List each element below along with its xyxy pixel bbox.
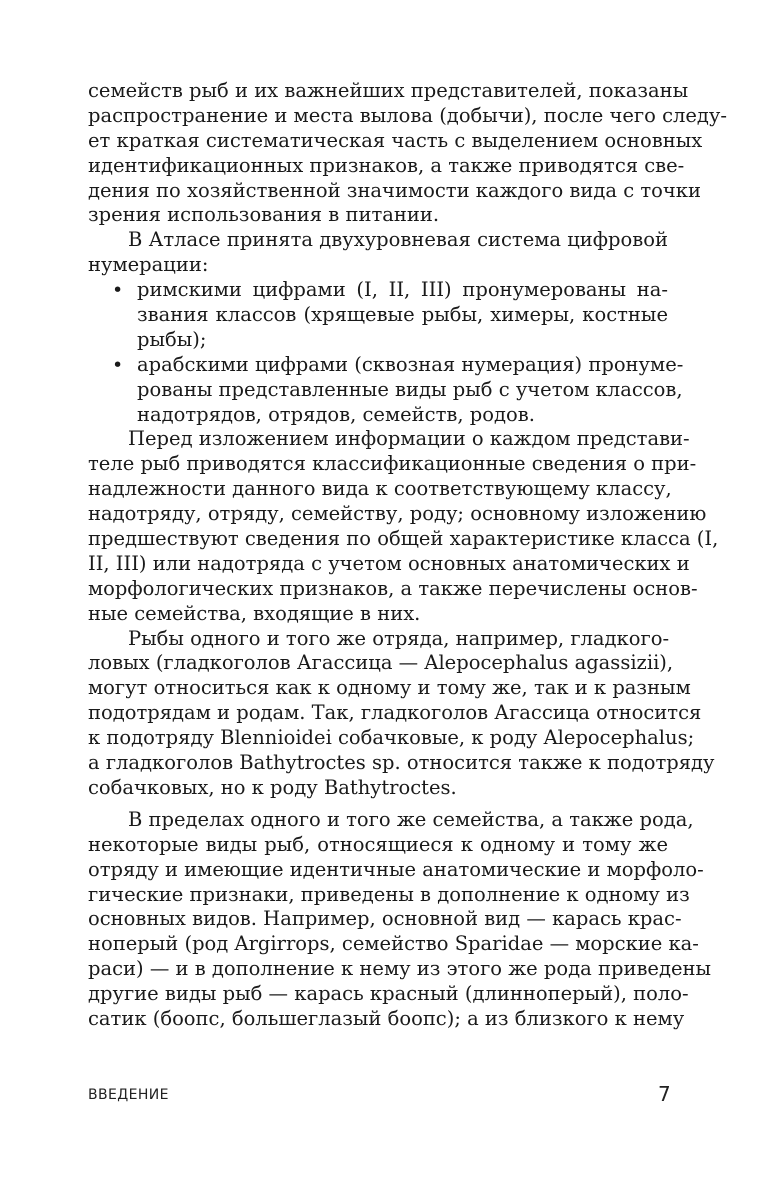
text-line: [88, 776, 668, 801]
text-line: [88, 502, 707, 527]
text-line: [88, 751, 715, 776]
bullet-icon: •: [112, 279, 124, 302]
text-line-content: некоторые виды рыб, относящиеся к одному и тому же: [88, 832, 668, 856]
text-line: [88, 352, 684, 378]
text-line: [88, 551, 690, 577]
text-line-content: ные семейства, входящие в них.: [88, 601, 421, 625]
text-line-content: зрения использования в питании.: [88, 203, 440, 227]
text-line: [88, 128, 703, 154]
text-line: [88, 857, 704, 883]
text-line-content: морфологических признаков, а также перечислены основ-: [88, 576, 698, 600]
text-line-content: а гладкоголов Bathytroctes sp. относится также к подотряду: [88, 751, 715, 775]
text-line: [88, 833, 668, 858]
text-line-content: надотряду, отряду, семейству, роду; основному изложению: [88, 502, 707, 526]
text-line-content: подотрядам и родам. Так, гладкоголов Агассица относится: [88, 701, 702, 725]
text-line: [88, 328, 668, 353]
text-line-content: звания классов (хрящевые рыбы, химеры, костные: [137, 303, 668, 327]
text-line-content: ловых (гладкоголов Агассица — Alepocephalus agassizii),: [88, 651, 674, 675]
text-line-content: II, III) или надотряда с учетом основных анатомических и: [88, 551, 690, 575]
text-line: [88, 79, 689, 104]
text-line: [88, 907, 682, 932]
text-line-content: идентификационных признаков, а также приводятся све-: [88, 153, 685, 177]
text-line-content: рыбы);: [137, 327, 207, 351]
text-line: [88, 178, 701, 204]
text-line: [88, 957, 712, 982]
text-line-content: римскими цифрами (I, II, III) пронумерованы на-: [137, 278, 668, 302]
paragraph-gap: [88, 801, 668, 808]
text-line-content: раси) — и в дополнение к нему из этого же рода приведены: [88, 957, 712, 981]
text-line-content: Перед изложением информации о каждом представи-: [128, 427, 690, 451]
text-line: [88, 602, 668, 627]
text-line-content: сатик (боопс, большеглазый боопс); а из близкого к нему: [88, 1006, 685, 1030]
body-text: [88, 79, 727, 1032]
text-line-content: распространение и места вылова (добычи), после чего следу-: [88, 103, 727, 127]
running-footer-section: ВВЕДЕНИЕ: [88, 1087, 169, 1103]
text-line: [88, 427, 690, 452]
text-line: [88, 576, 698, 602]
text-line: [88, 477, 672, 502]
text-line-content: могут относиться как к одному и тому же, так и к разным: [88, 676, 691, 700]
text-line: [88, 807, 694, 833]
text-line: [88, 1006, 685, 1032]
page-number: 7: [658, 1082, 671, 1106]
text-line: [88, 403, 668, 428]
text-line: [88, 701, 702, 726]
text-line: [88, 627, 668, 652]
text-line-content: рованы представленные виды рыб с учетом классов,: [137, 377, 683, 401]
text-line: [88, 253, 668, 278]
text-line-content: дения по хозяйственной значимости каждого вида с точки: [88, 178, 701, 202]
text-line: [88, 651, 674, 676]
text-line-content: ноперый (род Argirrops, семейство Sparidae — морские ка-: [88, 932, 699, 956]
text-line: [88, 676, 691, 701]
text-line-content: собачковых, но к роду Bathytroctes.: [88, 775, 457, 799]
text-line: [88, 228, 668, 253]
bullet-icon: •: [112, 353, 124, 376]
text-line: [88, 982, 689, 1007]
text-line-content: Рыбы одного и того же отряда, например, гладкого-: [128, 626, 670, 650]
text-line: [88, 377, 683, 403]
text-line-content: В пределах одного и того же семейства, а также рода,: [128, 807, 694, 831]
text-line-content: надлежности данного вида к соответствующему классу,: [88, 477, 672, 501]
text-line-content: основных видов. Например, основной вид — карась крас-: [88, 907, 682, 931]
text-line-content: гические признаки, приведены в дополнение к одному из: [88, 882, 690, 906]
text-line: [88, 932, 699, 957]
text-line: [88, 103, 727, 129]
text-line-content: предшествуют сведения по общей характеристике класса (I,: [88, 527, 719, 551]
text-line-content: теле рыб приводятся классификационные сведения о при-: [88, 452, 697, 476]
text-line-content: другие виды рыб — карась красный (длинноперый), поло-: [88, 982, 689, 1006]
text-line-content: отряду и имеющие идентичные анатомические и морфоло-: [88, 857, 704, 881]
text-line-content: арабскими цифрами (сквозная нумерация) пронуме-: [137, 352, 684, 376]
text-line: [88, 153, 685, 179]
text-line-content: семейств рыб и их важнейших представителей, показаны: [88, 79, 689, 102]
text-line: [88, 203, 668, 228]
text-line-content: В Атласе принята двухуровневая система цифровой: [128, 228, 668, 252]
text-line: [88, 303, 668, 328]
text-line: [88, 278, 668, 303]
text-line: [88, 452, 697, 477]
text-line-content: надотрядов, отрядов, семейств, родов.: [137, 402, 535, 426]
text-line: [88, 882, 690, 908]
text-line: [88, 527, 719, 552]
text-line: [88, 726, 695, 751]
text-line-content: нумерации:: [88, 253, 209, 277]
text-line-content: ет краткая систематическая часть с выделением основных: [88, 128, 703, 152]
text-line-content: к подотряду Blennioidei собачковые, к роду Alepocephalus;: [88, 726, 695, 750]
